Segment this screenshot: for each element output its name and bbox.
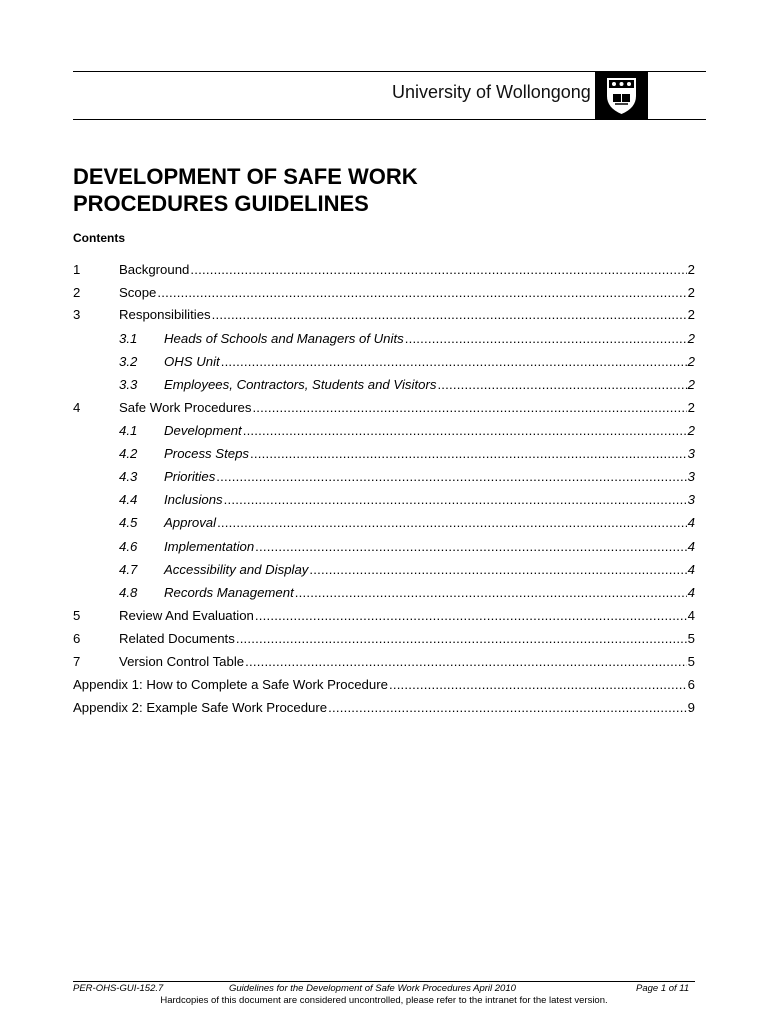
toc-entry-number: 3.3 bbox=[119, 377, 138, 392]
toc-leader-dots bbox=[216, 468, 686, 486]
toc-entry[interactable] bbox=[73, 491, 695, 509]
toc-entry-number: 7 bbox=[73, 654, 81, 669]
toc-entry-page: 6 bbox=[687, 677, 695, 692]
toc-leader-dots bbox=[250, 445, 687, 463]
university-name: University of Wollongong bbox=[392, 82, 591, 102]
toc-entry-title: Related Documents bbox=[119, 631, 235, 646]
toc-entry-page: 3 bbox=[687, 492, 695, 507]
toc-leader-dots bbox=[437, 376, 686, 394]
toc-entry-title: Records Management bbox=[164, 585, 294, 600]
toc-entry-title: Responsibilities bbox=[119, 307, 211, 322]
toc-entry-page: 4 bbox=[687, 608, 695, 623]
toc-entry-title: Appendix 1: How to Complete a Safe Work Procedure bbox=[73, 677, 388, 692]
toc-entry-appendix[interactable] bbox=[73, 676, 695, 694]
toc-entry[interactable] bbox=[73, 306, 695, 324]
contents-heading: Contents bbox=[73, 231, 125, 245]
toc-leader-dots bbox=[255, 607, 687, 625]
toc-entry-title: Process Steps bbox=[164, 446, 250, 461]
toc-entry-title: Safe Work Procedures bbox=[119, 400, 252, 415]
footer-rule bbox=[73, 981, 695, 982]
toc-entry[interactable] bbox=[73, 468, 695, 486]
toc-entry-title: Scope bbox=[119, 285, 157, 300]
toc-leader-dots bbox=[217, 514, 687, 532]
toc-entry-page: 2 bbox=[687, 331, 695, 346]
toc-entry-page: 5 bbox=[687, 631, 695, 646]
toc-entry-page: 2 bbox=[687, 377, 695, 392]
footer-doc-code: PER-OHS-GUI-152.7 bbox=[73, 983, 164, 994]
toc-entry[interactable] bbox=[73, 607, 695, 625]
toc-leader-dots bbox=[236, 630, 687, 648]
toc-entry-number: 4.1 bbox=[119, 423, 138, 438]
toc-entry-number: 4 bbox=[73, 400, 81, 415]
toc-leader-dots bbox=[221, 353, 687, 371]
toc-entry-page: 2 bbox=[687, 400, 695, 415]
toc-entry-page: 2 bbox=[687, 423, 695, 438]
table-of-contents bbox=[73, 0, 695, 1024]
toc-leader-dots bbox=[224, 491, 687, 509]
toc-entry-number: 6 bbox=[73, 631, 81, 646]
toc-entry[interactable] bbox=[73, 584, 695, 602]
toc-entry-number: 5 bbox=[73, 608, 81, 623]
toc-entry-number: 4.6 bbox=[119, 539, 138, 554]
toc-entry-page: 9 bbox=[687, 700, 695, 715]
toc-entry[interactable] bbox=[73, 284, 695, 302]
toc-entry[interactable] bbox=[73, 538, 695, 556]
toc-entry-title: Inclusions bbox=[164, 492, 223, 507]
toc-entry[interactable] bbox=[73, 630, 695, 648]
toc-entry[interactable] bbox=[73, 422, 695, 440]
footer-uncontrolled-note: Hardcopies of this document are considered uncontrolled, please refer to the intranet for the latest version. bbox=[160, 995, 608, 1006]
toc-entry-page: 4 bbox=[687, 585, 695, 600]
toc-leader-dots bbox=[212, 306, 687, 324]
toc-entry-title: Approval bbox=[164, 515, 217, 530]
toc-entry-page: 2 bbox=[687, 307, 695, 322]
toc-entry-number: 4.3 bbox=[119, 469, 138, 484]
toc-entry-page: 2 bbox=[687, 354, 695, 369]
toc-entry[interactable] bbox=[73, 261, 695, 279]
toc-entry-number: 3.2 bbox=[119, 354, 138, 369]
toc-entry[interactable] bbox=[73, 445, 695, 463]
toc-entry-appendix[interactable] bbox=[73, 699, 695, 717]
toc-entry-page: 2 bbox=[687, 262, 695, 277]
toc-entry[interactable] bbox=[73, 376, 695, 394]
toc-entry-number: 4.8 bbox=[119, 585, 138, 600]
toc-entry-number: 3 bbox=[73, 307, 81, 322]
toc-entry-number: 2 bbox=[73, 285, 81, 300]
toc-entry-page: 2 bbox=[687, 285, 695, 300]
toc-entry-number: 4.4 bbox=[119, 492, 138, 507]
toc-entry-number: 3.1 bbox=[119, 331, 138, 346]
toc-leader-dots bbox=[157, 284, 686, 302]
toc-leader-dots bbox=[309, 561, 686, 579]
toc-entry-number: 4.7 bbox=[119, 562, 138, 577]
toc-entry[interactable] bbox=[73, 399, 695, 417]
toc-entry-page: 5 bbox=[687, 654, 695, 669]
toc-leader-dots bbox=[295, 584, 687, 602]
toc-entry-title: Version Control Table bbox=[119, 654, 245, 669]
toc-entry[interactable] bbox=[73, 653, 695, 671]
toc-leader-dots bbox=[405, 330, 687, 348]
toc-entry-title: Accessibility and Display bbox=[164, 562, 309, 577]
toc-leader-dots bbox=[190, 261, 686, 279]
document-title-line-1: DEVELOPMENT OF SAFE WORK bbox=[73, 164, 418, 189]
toc-entry[interactable] bbox=[73, 561, 695, 579]
toc-entry-page: 3 bbox=[687, 469, 695, 484]
toc-leader-dots bbox=[328, 699, 687, 717]
footer-page-number: Page 1 of 11 bbox=[636, 983, 690, 994]
toc-entry[interactable] bbox=[73, 330, 695, 348]
toc-leader-dots bbox=[255, 538, 686, 556]
toc-entry-number: 4.5 bbox=[119, 515, 138, 530]
document-title-line-2: PROCEDURES GUIDELINES bbox=[73, 191, 369, 216]
toc-entry-number: 4.2 bbox=[119, 446, 138, 461]
toc-entry[interactable] bbox=[73, 514, 695, 532]
toc-entry-title: Development bbox=[164, 423, 242, 438]
toc-entry[interactable] bbox=[73, 353, 695, 371]
toc-entry-title: OHS Unit bbox=[164, 354, 220, 369]
toc-leader-dots bbox=[243, 422, 687, 440]
toc-entry-title: Heads of Schools and Managers of Units bbox=[164, 331, 404, 346]
toc-entry-page: 3 bbox=[687, 446, 695, 461]
toc-entry-title: Background bbox=[119, 262, 190, 277]
toc-entry-title: Review And Evaluation bbox=[119, 608, 254, 623]
toc-entry-page: 4 bbox=[687, 562, 695, 577]
toc-entry-number: 1 bbox=[73, 262, 81, 277]
footer-doc-title: Guidelines for the Development of Safe Work Procedures April 2010 bbox=[229, 983, 516, 994]
toc-leader-dots bbox=[252, 399, 686, 417]
toc-entry-title: Appendix 2: Example Safe Work Procedure bbox=[73, 700, 328, 715]
toc-entry-page: 4 bbox=[687, 515, 695, 530]
toc-entry-title: Employees, Contractors, Students and Visitors bbox=[164, 377, 437, 392]
toc-leader-dots bbox=[245, 653, 687, 671]
toc-entry-title: Priorities bbox=[164, 469, 216, 484]
toc-leader-dots bbox=[389, 676, 687, 694]
toc-entry-page: 4 bbox=[687, 539, 695, 554]
toc-entry-title: Implementation bbox=[164, 539, 255, 554]
